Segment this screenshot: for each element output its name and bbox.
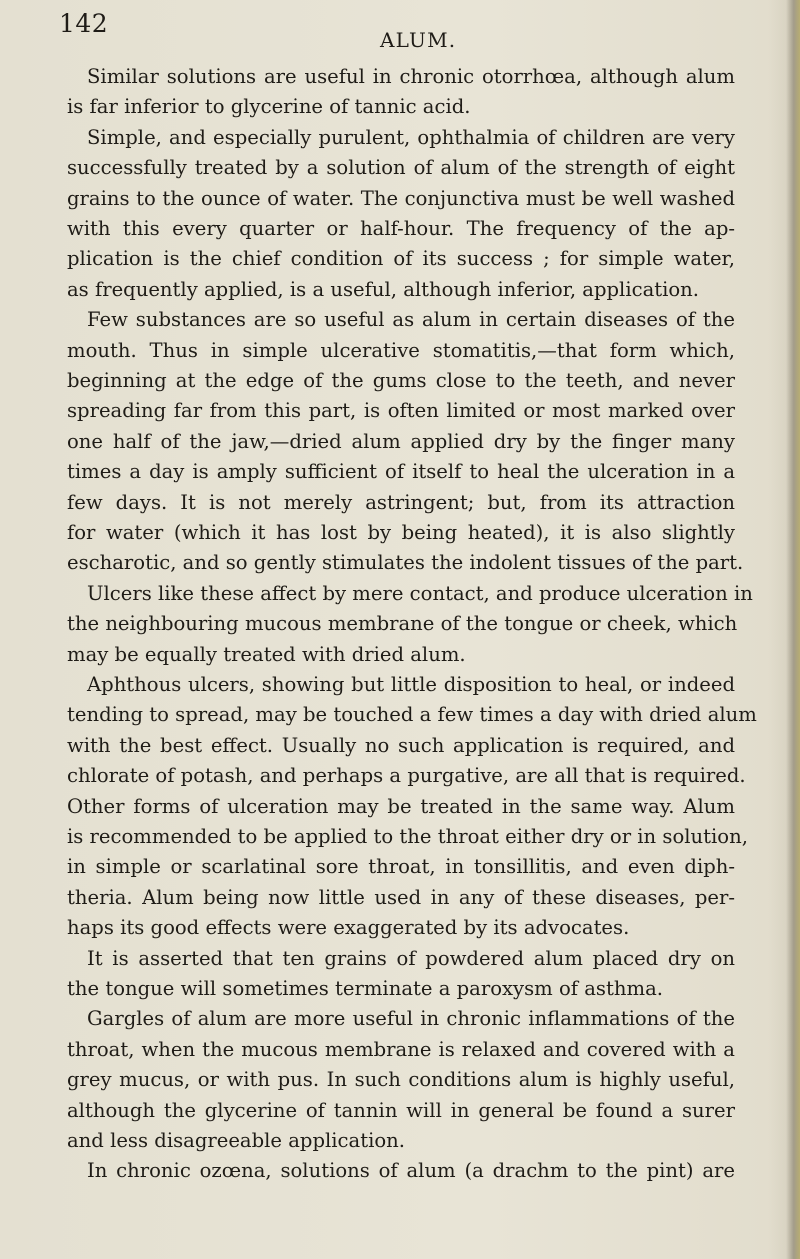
text-line: few days. It is not merely astringent; but, from its attraction: [67, 490, 735, 514]
text-line: grey mucus, or with pus. In such conditions alum is highly useful,: [67, 1068, 735, 1092]
text-line: Ulcers like these affect by mere contact, and produce ulceration in: [87, 581, 753, 605]
text-line: although the glycerine of tannin will in general be found a surer: [67, 1098, 735, 1122]
text-line: Similar solutions are useful in chronic otorrhœa, although alum: [87, 65, 735, 88]
page-edge-shadow: [786, 0, 800, 1259]
text-line: times a day is amply sufficient of itself to heal the ulceration in a: [67, 460, 735, 484]
text-line: is far inferior to glycerine of tannic acid.: [67, 95, 471, 119]
text-line: It is asserted that ten grains of powdered alum placed dry on: [87, 946, 735, 970]
text-line: escharotic, and so gently stimulates the indolent tissues of the part.: [67, 551, 744, 575]
text-line: plication is the chief condition of its success ; for simple water,: [67, 247, 735, 271]
text-line: chlorate of potash, and perhaps a purgative, are all that is required.: [67, 764, 746, 788]
text-line: as frequently applied, is a useful, although inferior, application.: [67, 277, 700, 301]
text-line: beginning at the edge of the gums close to the teeth, and never: [67, 369, 735, 392]
text-line: haps its good effects were exaggerated by its advocates.: [67, 916, 630, 940]
text-line: for water (which it has lost by being heated), it is also slightly: [67, 521, 735, 544]
text-line: in simple or scarlatinal sore throat, in tonsillitis, and even diph-: [67, 855, 735, 879]
text-line: and less disagreeable application.: [67, 1129, 405, 1152]
text-line: Other forms of ulceration may be treated in the same way. Alum: [67, 794, 735, 818]
text-line: Aphthous ulcers, showing but little disposition to heal, or indeed: [87, 673, 735, 696]
text-line: with the best effect. Usually no such application is required, and: [67, 733, 735, 757]
text-line: is recommended to be applied to the throat either dry or in solution,: [67, 825, 748, 848]
text-line: Gargles of alum are more useful in chronic inflammations of the: [87, 1007, 735, 1031]
text-line: mouth. Thus in simple ulcerative stomatitis,—that form which,: [67, 338, 735, 362]
text-line: one half of the jaw,—dried alum applied dry by the finger many: [67, 429, 735, 453]
text-line: the tongue will sometimes terminate a paroxysm of asthma.: [67, 977, 663, 1000]
text-line: with this every quarter or half-hour. The frequency of the ap-: [67, 217, 735, 240]
text-line: In chronic ozœna, solutions of alum (a drachm to the pint) are: [87, 1159, 735, 1183]
running-title: ALUM.: [380, 28, 457, 52]
text-line: theria. Alum being now little used in any of these diseases, per-: [67, 885, 735, 909]
text-line: grains to the ounce of water. The conjunctiva must be well washed: [67, 186, 735, 210]
page-number: 142: [59, 9, 109, 38]
text-line: throat, when the mucous membrane is relaxed and covered with a: [67, 1037, 735, 1061]
text-line: spreading far from this part, is often limited or most marked over: [67, 399, 735, 423]
text-line: may be equally treated with dried alum.: [67, 642, 466, 666]
text-line: the neighbouring mucous membrane of the tongue or cheek, which: [67, 612, 738, 636]
text-line: successfully treated by a solution of alum of the strength of eight: [67, 156, 735, 180]
text-line: tending to spread, may be touched a few times a day with dried alum: [67, 703, 757, 727]
text-line: Few substances are so useful as alum in certain diseases of the: [87, 308, 735, 332]
text-line: Simple, and especially purulent, ophthalmia of children are very: [87, 125, 735, 149]
